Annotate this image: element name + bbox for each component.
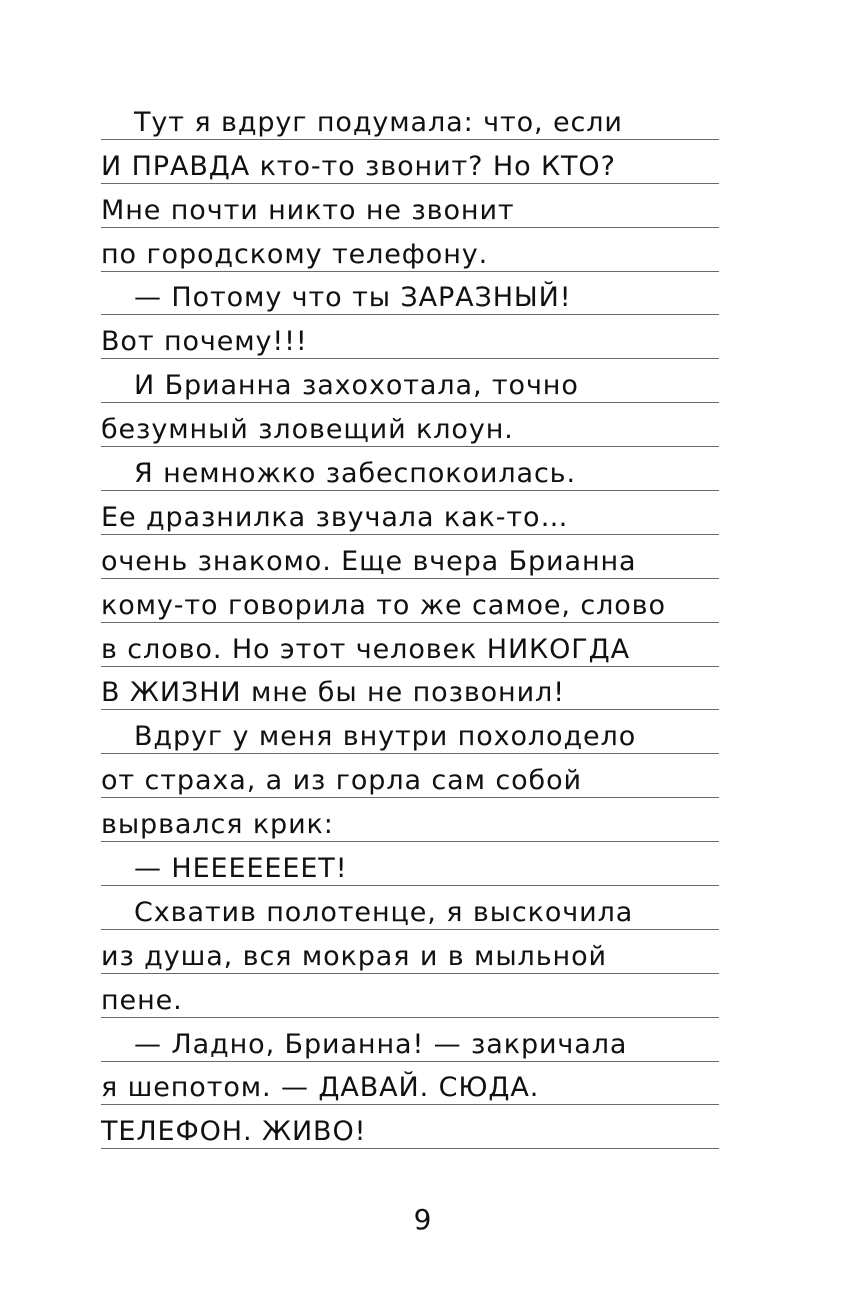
text-line bbox=[101, 140, 719, 184]
line-text: пене. bbox=[101, 984, 183, 1016]
line-text: в слово. Но этот человек НИКОГДА bbox=[101, 633, 630, 665]
line-text: по городскому телефону. bbox=[101, 238, 489, 270]
text-line bbox=[101, 623, 719, 667]
text-line bbox=[101, 403, 719, 447]
line-text: Мне почти никто не звонит bbox=[101, 194, 515, 226]
line-text: ТЕЛЕФОН. ЖИВО! bbox=[101, 1116, 367, 1148]
text-line bbox=[101, 930, 719, 974]
text-line bbox=[101, 1062, 719, 1106]
text-line bbox=[101, 710, 719, 754]
text-line bbox=[101, 491, 719, 535]
line-text: — Ладно, Брианна! — закричала bbox=[134, 1028, 628, 1060]
line-text: очень знакомо. Еще вчера Брианна bbox=[101, 545, 637, 577]
line-text: Вдруг у меня внутри похолодело bbox=[134, 721, 637, 753]
text-line bbox=[101, 974, 719, 1018]
line-text: я шепотом. — ДАВАЙ. СЮДА. bbox=[101, 1072, 540, 1104]
line-text: — НЕЕЕЕЕЕЕТ! bbox=[134, 853, 348, 885]
text-line bbox=[101, 447, 719, 491]
line-text: Ее дразнилка звучала как-то… bbox=[101, 501, 569, 533]
text-line bbox=[101, 1105, 719, 1149]
line-text: из душа, вся мокрая и в мыльной bbox=[101, 940, 607, 972]
text-line bbox=[101, 886, 719, 930]
line-text: от страха, а из горла сам собой bbox=[101, 765, 582, 797]
line-text: И ПРАВДА кто-то звонит? Но КТО? bbox=[101, 150, 616, 182]
text-line bbox=[101, 359, 719, 403]
line-text: безумный зловещий клоун. bbox=[101, 414, 514, 446]
line-text: Я немножко забеспокоилась. bbox=[134, 458, 576, 490]
text-line bbox=[101, 535, 719, 579]
text-line bbox=[101, 96, 719, 140]
text-line bbox=[101, 272, 719, 316]
line-text: Вот почему!!! bbox=[101, 326, 308, 358]
text-line bbox=[101, 228, 719, 272]
line-text: И Брианна захохотала, точно bbox=[134, 370, 579, 402]
text-line bbox=[101, 842, 719, 886]
text-line bbox=[101, 315, 719, 359]
line-text: В ЖИЗНИ мне бы не позвонил! bbox=[101, 677, 565, 709]
text-line bbox=[101, 667, 719, 711]
lined-text-block bbox=[101, 96, 719, 1149]
page-number: 9 bbox=[413, 1203, 432, 1236]
line-text: Схватив полотенце, я выскочила bbox=[134, 896, 634, 928]
text-line bbox=[101, 798, 719, 842]
text-line bbox=[101, 754, 719, 798]
line-text: Тут я вдруг подумала: что, если bbox=[134, 106, 623, 138]
text-line bbox=[101, 184, 719, 228]
line-text: вырвался крик: bbox=[101, 809, 334, 841]
line-text: — Потому что ты ЗАРАЗНЫЙ! bbox=[134, 282, 572, 314]
text-line bbox=[101, 579, 719, 623]
text-line bbox=[101, 1018, 719, 1062]
line-text: кому-то говорила то же самое, слово bbox=[101, 589, 666, 621]
